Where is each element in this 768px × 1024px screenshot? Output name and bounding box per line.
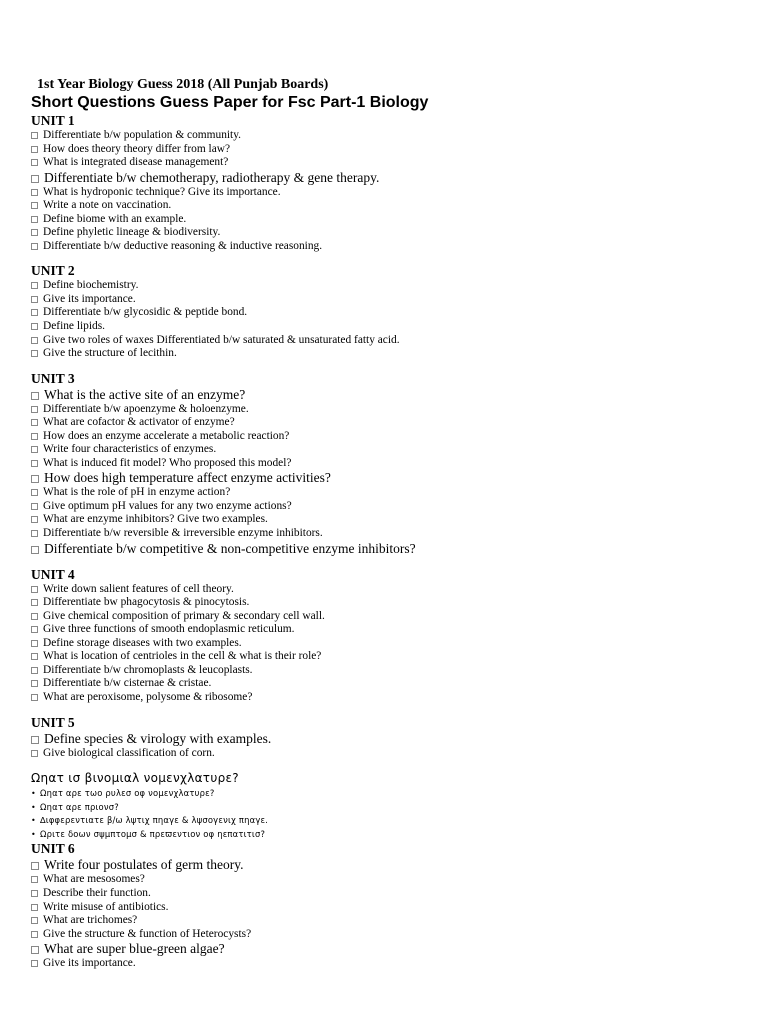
question-text: Define biochemistry. <box>43 279 139 292</box>
question-item <box>31 873 751 887</box>
unit-section-4 <box>31 567 751 705</box>
checkbox-icon <box>31 146 38 153</box>
checkbox-icon <box>31 392 39 400</box>
checkbox-icon <box>31 546 39 554</box>
question-text: Define storage diseases with two examples. <box>43 636 242 649</box>
checkbox-icon <box>31 750 38 757</box>
question-item <box>31 403 751 417</box>
question-text: Write four postulates of germ theory. <box>44 857 244 873</box>
checkbox-icon <box>31 296 38 303</box>
question-text: Differentiate b/w deductive reasoning & inductive reasoning. <box>43 239 323 252</box>
question-text: Differentiate b/w chromoplasts & leucoplasts. <box>43 663 253 676</box>
question-text: How does an enzyme accelerate a metabolic reaction? <box>43 429 290 442</box>
document-title: 1st Year Biology Guess 2018 (All Punjab Boards) <box>37 77 329 92</box>
bullet-icon: • <box>31 829 36 839</box>
unit-heading: UNIT 4 <box>31 566 75 582</box>
question-item <box>31 513 751 527</box>
checkbox-icon <box>31 931 38 938</box>
question-text: What is the role of pH in enzyme action? <box>43 486 231 499</box>
question-item <box>31 470 751 486</box>
checkbox-icon <box>31 653 38 660</box>
question-text: Give optimum pH values for any two enzyme actions? <box>43 499 292 512</box>
question-text: Write down salient features of cell theory. <box>43 582 234 595</box>
unit-heading: UNIT 1 <box>31 113 75 128</box>
checkbox-icon <box>31 904 38 911</box>
checkbox-icon <box>31 460 38 467</box>
question-item <box>31 293 751 307</box>
bullet-icon: • <box>31 789 36 799</box>
question-text: Write misuse of antibiotics. <box>43 900 169 913</box>
question-text: Define phyletic lineage & biodiversity. <box>43 226 221 239</box>
question-text: Differentiate bw phagocytosis & pinocytosis. <box>43 596 250 609</box>
question-item <box>31 664 751 678</box>
unit-section-3 <box>31 371 751 557</box>
checkbox-icon <box>31 323 38 330</box>
checkbox-icon <box>31 599 38 606</box>
checkbox-icon <box>31 243 38 250</box>
question-text: What is location of centrioles in the cell & what is their role? <box>43 650 322 663</box>
question-item <box>31 156 751 170</box>
question-item <box>31 320 751 334</box>
checkbox-icon <box>31 282 38 289</box>
garbled-list <box>31 787 751 841</box>
question-item <box>31 457 751 471</box>
checkbox-icon <box>31 229 38 236</box>
question-text: Give chemical composition of primary & secondary cell wall. <box>43 609 325 622</box>
checkbox-icon <box>31 917 38 924</box>
unit-heading: UNIT 2 <box>31 263 75 279</box>
question-list <box>31 583 751 705</box>
question-item <box>31 747 751 761</box>
checkbox-icon <box>31 132 38 139</box>
garbled-item <box>31 814 751 828</box>
question-text: How does theory theory differ from law? <box>43 142 231 155</box>
question-item <box>31 857 751 873</box>
question-text: Give three functions of smooth endoplasmic reticulum. <box>43 623 295 636</box>
question-item <box>31 941 751 957</box>
question-item <box>31 914 751 928</box>
question-text: Differentiate b/w apoenzyme & holoenzyme. <box>43 402 249 415</box>
checkbox-icon <box>31 667 38 674</box>
question-item <box>31 213 751 227</box>
garbled-section <box>31 770 751 841</box>
question-item <box>31 901 751 915</box>
bullet-icon: • <box>31 802 36 812</box>
checkbox-icon <box>31 516 38 523</box>
checkbox-icon <box>31 189 38 196</box>
question-text: What are cofactor & activator of enzyme? <box>43 416 235 429</box>
question-text: What is the active site of an enzyme? <box>44 386 246 402</box>
question-item <box>31 279 751 293</box>
checkbox-icon <box>31 337 38 344</box>
question-text: Give its importance. <box>43 292 136 305</box>
question-item <box>31 583 751 597</box>
question-item <box>31 186 751 200</box>
question-item <box>31 650 751 664</box>
question-item <box>31 928 751 942</box>
question-text: Differentiate b/w chemotherapy, radiotherapy & gene therapy. <box>44 169 380 185</box>
checkbox-icon <box>31 586 38 593</box>
question-item <box>31 610 751 624</box>
checkbox-icon <box>31 475 39 483</box>
checkbox-icon <box>31 175 39 183</box>
question-list <box>31 731 751 761</box>
garbled-text: Ωηατ αρε πριονσ? <box>40 801 119 812</box>
question-item <box>31 527 751 541</box>
checkbox-icon <box>31 736 39 744</box>
question-item <box>31 957 751 971</box>
checkbox-icon <box>31 446 38 453</box>
garbled-item <box>31 801 751 815</box>
question-list <box>31 279 751 360</box>
question-text: What is hydroponic technique? Give its importance. <box>43 185 281 198</box>
garbled-text: ∆ιφφερεντιατε β/ω λψτιχ πηαγε & λψσογενιχ πηαγε. <box>40 815 269 826</box>
question-item <box>31 170 751 186</box>
question-text: Give the structure & function of Heterocysts? <box>43 927 252 940</box>
garbled-text: Ωριτε δοων σψμπτομσ & πρεϖεντιον οφ ηεπατιτισ? <box>40 828 266 839</box>
question-item <box>31 623 751 637</box>
units-container <box>31 113 751 760</box>
garbled-text: Ωηατ αρε τωο ρυλεσ οφ νομενχλατυρε? <box>40 788 215 799</box>
question-text: Differentiate b/w competitive & non-competitive enzyme inhibitors? <box>44 540 416 556</box>
checkbox-icon <box>31 946 39 954</box>
unit-section-5 <box>31 715 751 761</box>
checkbox-icon <box>31 613 38 620</box>
checkbox-icon <box>31 489 38 496</box>
checkbox-icon <box>31 419 38 426</box>
question-text: Write a note on vaccination. <box>43 199 172 212</box>
checkbox-icon <box>31 159 38 166</box>
question-item <box>31 387 751 403</box>
question-text: Give two roles of waxes Differentiated b/w saturated & unsaturated fatty acid. <box>43 333 400 346</box>
checkbox-icon <box>31 694 38 701</box>
question-list <box>31 857 751 970</box>
checkbox-icon <box>31 876 38 883</box>
question-text: What are super blue-green algae? <box>44 941 225 957</box>
unit-section-6 <box>31 841 751 970</box>
question-item <box>31 486 751 500</box>
garbled-item <box>31 828 751 842</box>
question-text: How does high temperature affect enzyme activities? <box>44 470 331 486</box>
checkbox-icon <box>31 890 38 897</box>
question-text: Give its importance. <box>43 957 136 970</box>
question-text: What is integrated disease management? <box>43 156 229 169</box>
checkbox-icon <box>31 503 38 510</box>
checkbox-icon <box>31 960 38 967</box>
question-item <box>31 199 751 213</box>
question-text: Differentiate b/w population & community. <box>43 129 242 141</box>
question-item <box>31 731 751 747</box>
bullet-icon: • <box>31 816 36 826</box>
question-item <box>31 430 751 444</box>
question-text: Give biological classification of corn. <box>43 746 215 759</box>
question-text: Differentiate b/w reversible & irreversible enzyme inhibitors. <box>43 527 323 540</box>
question-item <box>31 596 751 610</box>
question-item <box>31 129 751 143</box>
question-item <box>31 240 751 254</box>
question-text: Define lipids. <box>43 320 106 333</box>
unit-heading: UNIT 6 <box>31 841 75 857</box>
checkbox-icon <box>31 406 38 413</box>
question-item <box>31 416 751 430</box>
checkbox-icon <box>31 680 38 687</box>
question-item <box>31 143 751 157</box>
garbled-heading: Ωηατ ισ βινομιαλ νομενχλατυρε? <box>31 771 239 786</box>
unit-heading: UNIT 3 <box>31 370 75 386</box>
question-text: Define species & virology with examples. <box>44 730 272 746</box>
question-item <box>31 306 751 320</box>
checkbox-icon <box>31 433 38 440</box>
question-list <box>31 129 751 253</box>
question-text: Differentiate b/w glycosidic & peptide bond. <box>43 306 248 319</box>
unit-section-2 <box>31 263 751 360</box>
checkbox-icon <box>31 626 38 633</box>
unit-section-1 <box>31 113 751 253</box>
question-item <box>31 541 751 557</box>
question-text: What is induced fit model? Who proposed this model? <box>43 456 292 469</box>
question-item <box>31 500 751 514</box>
question-text: What are mesosomes? <box>43 873 145 886</box>
question-item <box>31 347 751 361</box>
question-text: What are peroxisome, polysome & ribosome? <box>43 690 253 703</box>
question-text: Describe their function. <box>43 886 151 899</box>
checkbox-icon <box>31 530 38 537</box>
question-item <box>31 226 751 240</box>
question-item <box>31 334 751 348</box>
checkbox-icon <box>31 202 38 209</box>
checkbox-icon <box>31 862 39 870</box>
document-subtitle: Short Questions Guess Paper for Fsc Part-1 Biology <box>31 94 429 111</box>
question-item <box>31 637 751 651</box>
question-item <box>31 677 751 691</box>
question-text: What are trichomes? <box>43 914 138 927</box>
question-text: What are enzyme inhibitors? Give two examples. <box>43 513 268 526</box>
question-item <box>31 887 751 901</box>
question-item <box>31 443 751 457</box>
question-text: Differentiate b/w cisternae & cristae. <box>43 677 212 690</box>
question-list <box>31 387 751 557</box>
document-page <box>31 76 751 971</box>
checkbox-icon <box>31 640 38 647</box>
garbled-item <box>31 787 751 801</box>
checkbox-icon <box>31 309 38 316</box>
question-item <box>31 691 751 705</box>
question-text: Write four characteristics of enzymes. <box>43 443 217 456</box>
question-text: Give the structure of lecithin. <box>43 347 177 360</box>
question-text: Define biome with an example. <box>43 212 187 225</box>
checkbox-icon <box>31 216 38 223</box>
unit-heading: UNIT 5 <box>31 714 75 730</box>
checkbox-icon <box>31 350 38 357</box>
